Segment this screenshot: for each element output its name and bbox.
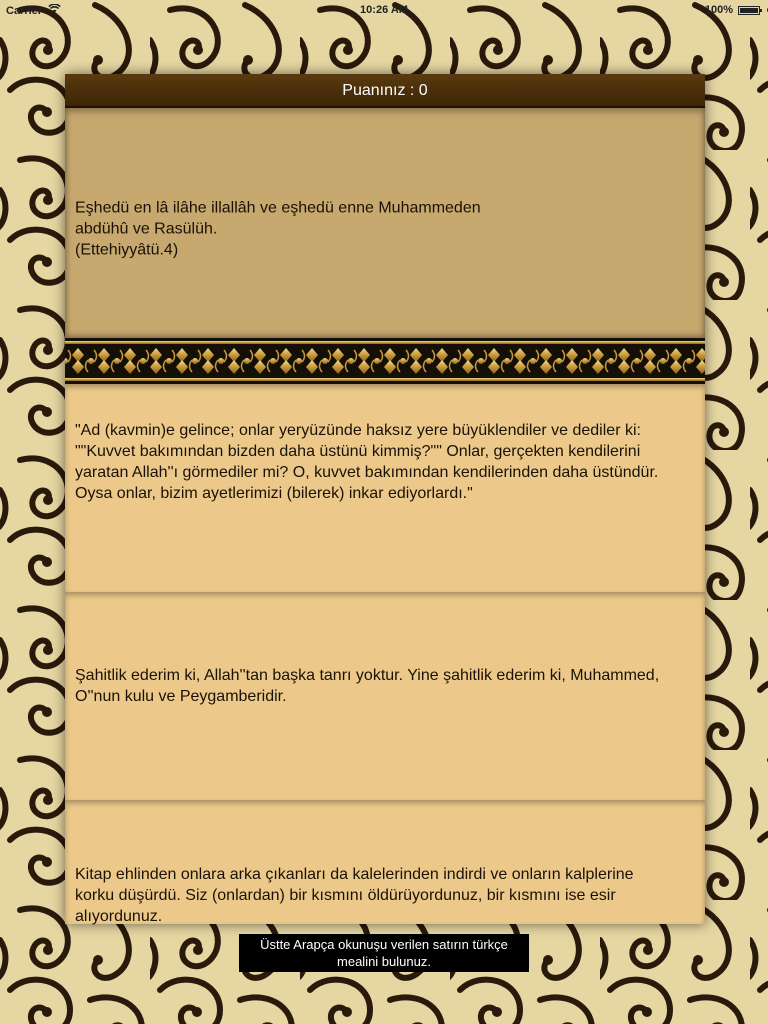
answer-option-2[interactable] xyxy=(65,592,705,800)
answer-option-1[interactable] xyxy=(65,384,705,592)
answer-option-3[interactable] xyxy=(65,800,705,924)
answer-option-3-text: Kitap ehlinden onlara arka çıkanları da kalelerinden indirdi ve onların kalplerine korku düşürdü. Siz (onlardan) bir kısmını öldürüyordunuz, bir kısmını ise esir alıyordunuz. xyxy=(75,866,634,925)
battery-percent: 100% xyxy=(704,4,733,16)
ornamental-divider xyxy=(65,338,705,384)
carrier-label: Carrier xyxy=(6,4,43,17)
question-text: Eşhedü en lâ ilâhe illallâh ve eşhedü enne Muhammeden abdühû ve Rasülüh. (Ettehiyyâtü.4) xyxy=(75,199,481,259)
quiz-panel xyxy=(65,74,705,924)
instruction-hint: Üstte Arapça okunuşu verilen satırın türkçe mealini bulunuz. xyxy=(239,934,529,972)
score-header: Puanınız : 0 xyxy=(65,74,705,108)
question-box xyxy=(65,108,705,338)
answer-option-1-text: "Ad (kavmin)e gelince; onlar yeryüzünde haksız yere büyüklendiler ve dediler ki: ""Kuvvet bakımından bizden daha üstünü kimmiş?"" Onlar, gerçekten kendilerini yaratan Allah''ı görmediler mi? O, kuvvet bakımından kendilerinden daha üstündür. Oysa onlar, bizim ayetlerimizi (bilerek) inkar ediyorlardı." xyxy=(75,422,659,502)
status-time: 10:26 AM xyxy=(360,4,408,16)
battery-icon xyxy=(738,6,760,15)
answer-option-2-text: Şahitlik ederim ki, Allah''tan başka tanrı yoktur. Yine şahitlik ederim ki, Muhammed, O''nun kulu ve Peygamberidir. xyxy=(75,667,660,705)
battery-group xyxy=(705,4,760,16)
status-bar xyxy=(0,0,768,20)
